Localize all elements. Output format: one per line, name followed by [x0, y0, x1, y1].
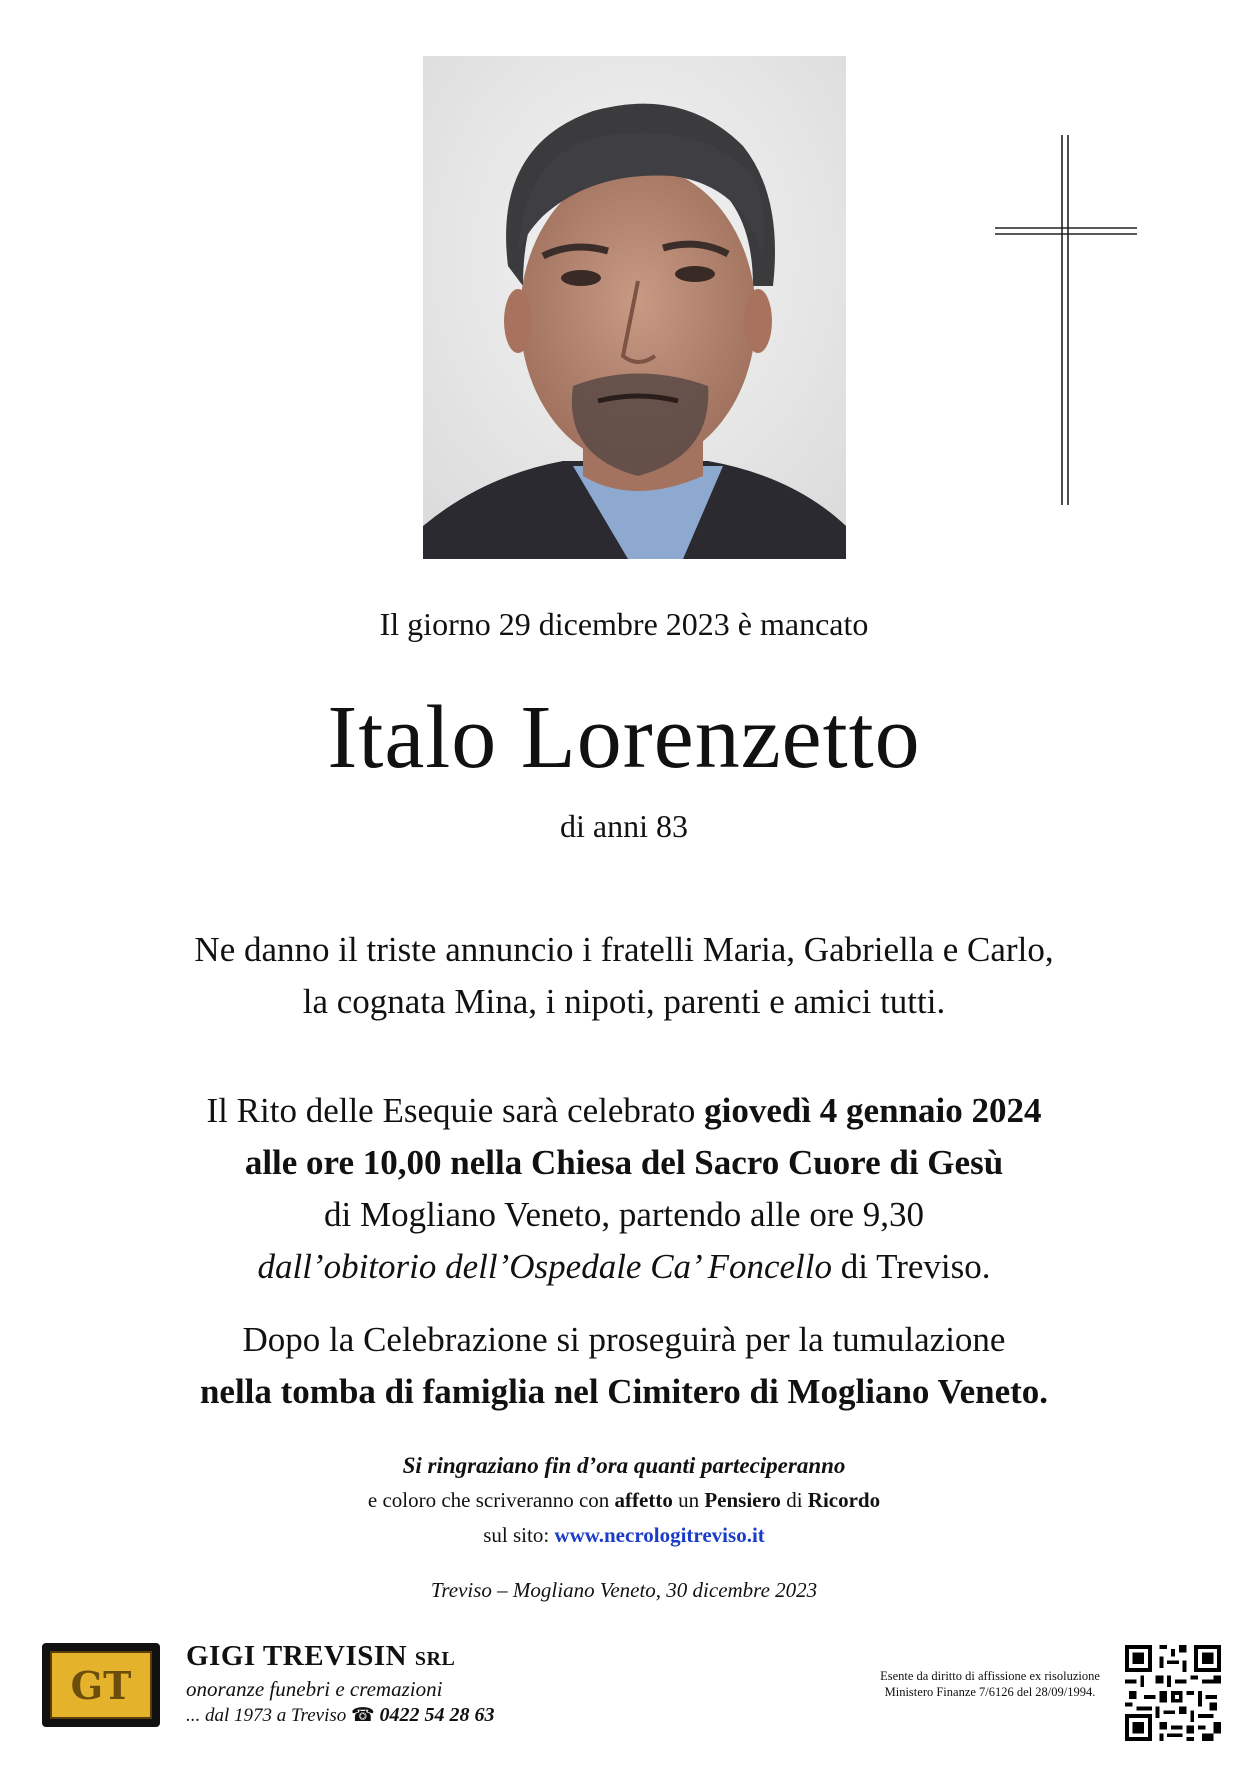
exemption-line: Esente da diritto di affissione ex risoluzione — [880, 1669, 1100, 1683]
funeral-line — [0, 1085, 1248, 1137]
burial-paragraph — [0, 1314, 1248, 1418]
funeral-departure: di Mogliano Veneto, partendo alle ore 9,30 — [323, 1195, 925, 1234]
logo-badge — [50, 1651, 152, 1719]
company-info — [186, 1640, 494, 1727]
funeral-time-place: alle ore 10,00 nella Chiesa del Sacro Cuore di Gesù — [244, 1143, 1004, 1182]
thanks-text: affetto — [614, 1488, 673, 1512]
latin-cross-icon — [995, 135, 1137, 505]
thanks-text: Pensiero — [704, 1488, 781, 1512]
exemption-note — [840, 1668, 1140, 1700]
deceased-age: di anni 83 — [560, 808, 688, 844]
funeral-paragraph — [0, 1085, 1248, 1293]
website-line — [0, 1518, 1248, 1553]
exemption-line: Ministero Finanze 7/6126 del 28/09/1994. — [884, 1685, 1096, 1699]
funeral-text: Il Rito delle Esequie sarà celebrato — [206, 1091, 705, 1130]
place-date: Treviso – Mogliano Veneto, 30 dicembre 2023 — [430, 1578, 818, 1602]
company-logo — [42, 1643, 160, 1727]
funeral-date: giovedì 4 gennaio 2024 — [704, 1091, 1042, 1130]
thanks-text: e coloro che scriveranno con — [367, 1488, 615, 1512]
announcement-line: Ne danno il triste annuncio i fratelli Maria, Gabriella e Carlo, — [194, 930, 1054, 969]
funeral-origin-city: di Treviso. — [831, 1247, 991, 1286]
thanks-message-line — [0, 1483, 1248, 1518]
burial-location: nella tomba di famiglia nel Cimitero di Mogliano Veneto. — [199, 1372, 1049, 1411]
logo-text: GT — [70, 1662, 132, 1708]
company-suffix: SRL — [414, 1648, 456, 1670]
thanks-text: di — [780, 1488, 808, 1512]
funeral-origin-line — [0, 1241, 1248, 1293]
telephone-icon: ☎ — [351, 1705, 375, 1726]
company-since: ... dal 1973 a Treviso — [186, 1705, 347, 1726]
burial-line: Dopo la Celebrazione si proseguirà per la tumulazione — [242, 1320, 1006, 1359]
company-phone: 0422 54 28 63 — [379, 1704, 495, 1726]
funeral-origin: dall’obitorio dell’Ospedale Ca’ Foncello — [257, 1247, 832, 1286]
deceased-name: Italo Lorenzetto — [327, 688, 921, 787]
thanks-block — [0, 1448, 1248, 1553]
company-name-line — [186, 1640, 494, 1673]
website-link[interactable]: www.necrologitreviso.it — [554, 1523, 765, 1547]
company-name: GIGI TREVISIN — [186, 1640, 408, 1672]
deceased-photo — [423, 56, 846, 559]
thanks-line: Si ringraziano fin d’ora quanti parteciperanno — [402, 1453, 846, 1478]
website-label: sul sito: — [483, 1523, 555, 1547]
death-announcement-intro: Il giorno 29 dicembre 2023 è mancato — [379, 606, 869, 642]
announcement-paragraph — [0, 924, 1248, 1028]
company-since-line — [186, 1704, 494, 1727]
thanks-text: un — [672, 1488, 705, 1512]
qr-code[interactable] — [1125, 1645, 1221, 1741]
company-tagline: onoranze funebri e cremazioni — [186, 1677, 443, 1701]
thanks-text: Ricordo — [807, 1488, 881, 1512]
announcement-line: la cognata Mina, i nipoti, parenti e amici tutti. — [302, 982, 946, 1021]
